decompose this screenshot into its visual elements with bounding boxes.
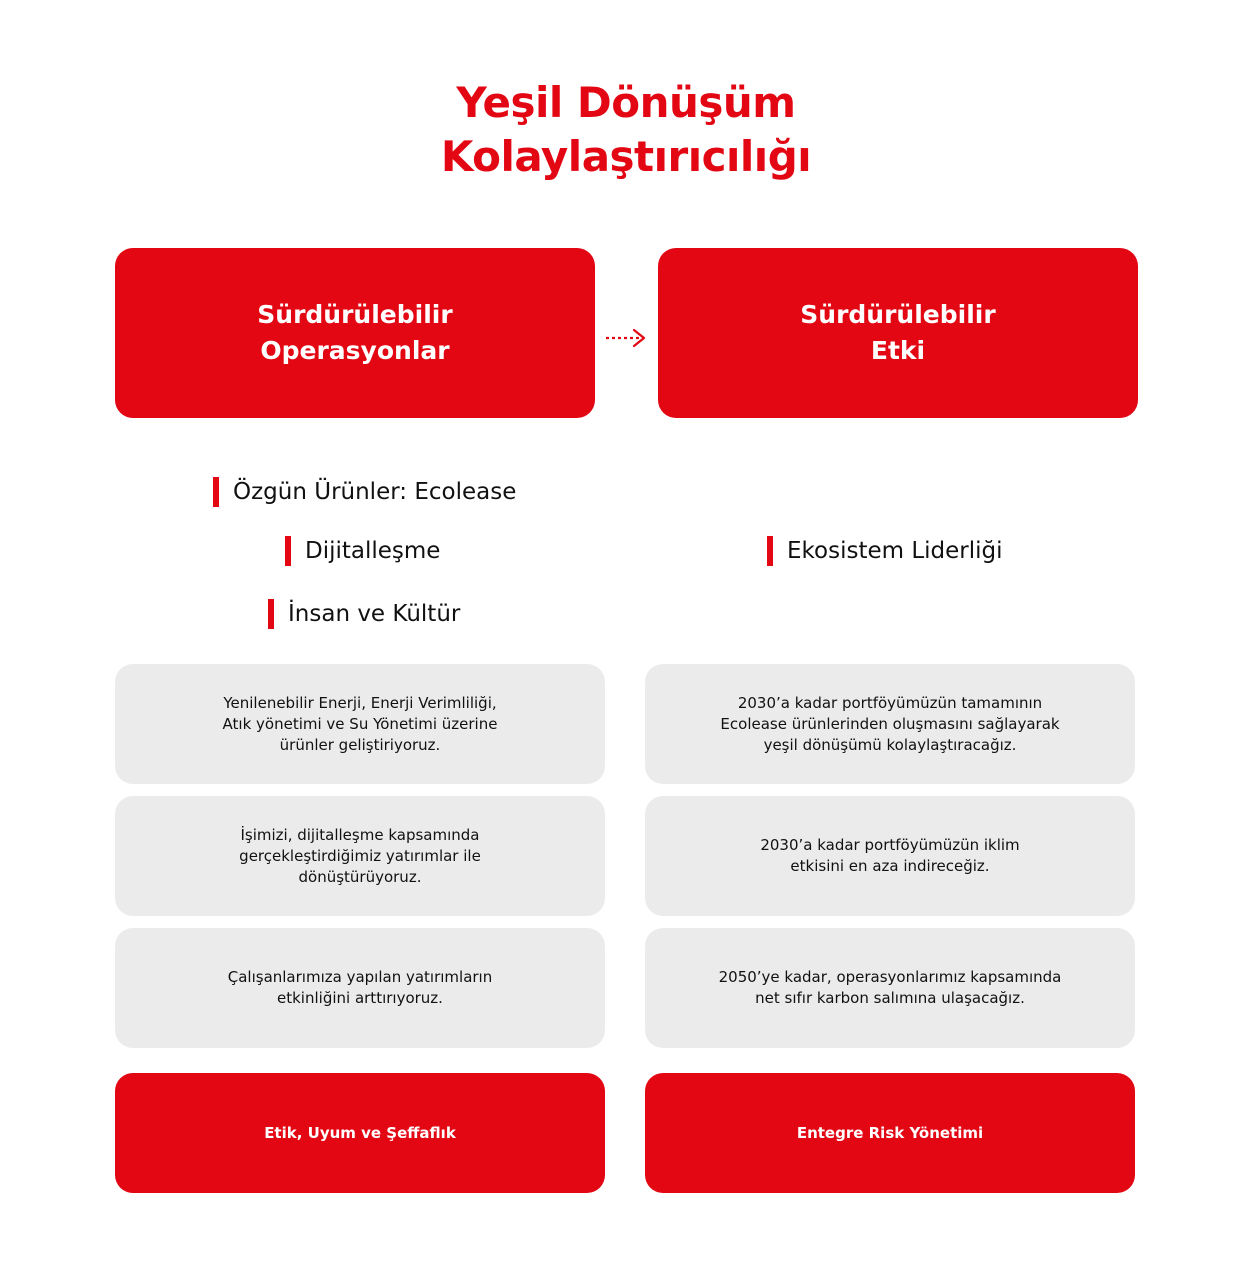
label-marker xyxy=(268,599,274,629)
label-text: Dijitalleşme xyxy=(305,538,441,564)
card-line: dönüştürüyoruz. xyxy=(298,867,422,886)
card-employee-investments xyxy=(115,928,605,1048)
title-line-2: Kolaylaştırıcılığı xyxy=(440,132,812,181)
sustainable-impact-box xyxy=(658,248,1138,418)
card-climate-impact-2030 xyxy=(645,796,1135,916)
title-line-1: Yeşil Dönüşüm xyxy=(456,78,796,127)
card-line: etkisini en aza indireceğiz. xyxy=(790,857,990,875)
label-marker xyxy=(285,536,291,566)
label-text: Özgün Ürünler: Ecolease xyxy=(233,479,517,505)
label-text: Ekosistem Liderliği xyxy=(787,538,1003,564)
label-digitalization xyxy=(285,536,440,566)
label-people-culture xyxy=(268,599,460,629)
card-line: gerçekleştirdiğimiz yatırımlar ile xyxy=(239,846,481,865)
card-line: Atık yönetimi ve Su Yönetimi üzerine xyxy=(222,714,498,733)
box-right-line-2: Etki xyxy=(870,336,926,365)
box-left-line-1: Sürdürülebilir xyxy=(257,300,453,329)
integrated-risk-management-box xyxy=(645,1073,1135,1193)
bottom-box-label: Etik, Uyum ve Şeffaflık xyxy=(264,1124,456,1142)
label-marker xyxy=(213,477,219,507)
card-portfolio-ecolease-2030 xyxy=(645,664,1135,784)
card-net-zero-2050 xyxy=(645,928,1135,1048)
page-title xyxy=(0,76,1252,184)
card-renewable-products xyxy=(115,664,605,784)
bottom-box-label: Entegre Risk Yönetimi xyxy=(796,1124,984,1142)
card-line: Çalışanlarımıza yapılan yatırımların xyxy=(227,968,493,986)
card-line: net sıfır karbon salımına ulaşacağız. xyxy=(755,989,1025,1007)
box-right-line-1: Sürdürülebilir xyxy=(800,300,996,329)
label-ecosystem-leadership xyxy=(767,536,1003,566)
label-marker xyxy=(767,536,773,566)
ethics-compliance-transparency-box xyxy=(115,1073,605,1193)
card-line: İşimizi, dijitalleşme kapsamında xyxy=(240,825,480,844)
dashed-arrow-right-icon xyxy=(604,326,650,350)
card-line: 2050’ye kadar, operasyonlarımız kapsamında xyxy=(718,968,1062,986)
card-line: ürünler geliştiriyoruz. xyxy=(279,735,441,754)
label-original-products xyxy=(213,477,516,507)
card-line: Yenilenebilir Enerji, Enerji Verimliliği, xyxy=(223,693,497,712)
box-left-line-2: Operasyonlar xyxy=(260,336,450,365)
card-line: 2030’a kadar portföyümüzün iklim xyxy=(760,836,1020,854)
card-digital-investments xyxy=(115,796,605,916)
card-line: Ecolease ürünlerinden oluşmasını sağlayarak xyxy=(720,714,1060,733)
label-text: İnsan ve Kültür xyxy=(288,601,461,627)
sustainable-operations-box xyxy=(115,248,595,418)
card-line: etkinliğini arttırıyoruz. xyxy=(277,989,443,1007)
card-line: yeşil dönüşümü kolaylaştıracağız. xyxy=(763,735,1017,754)
card-line: 2030’a kadar portföyümüzün tamamının xyxy=(737,693,1043,712)
